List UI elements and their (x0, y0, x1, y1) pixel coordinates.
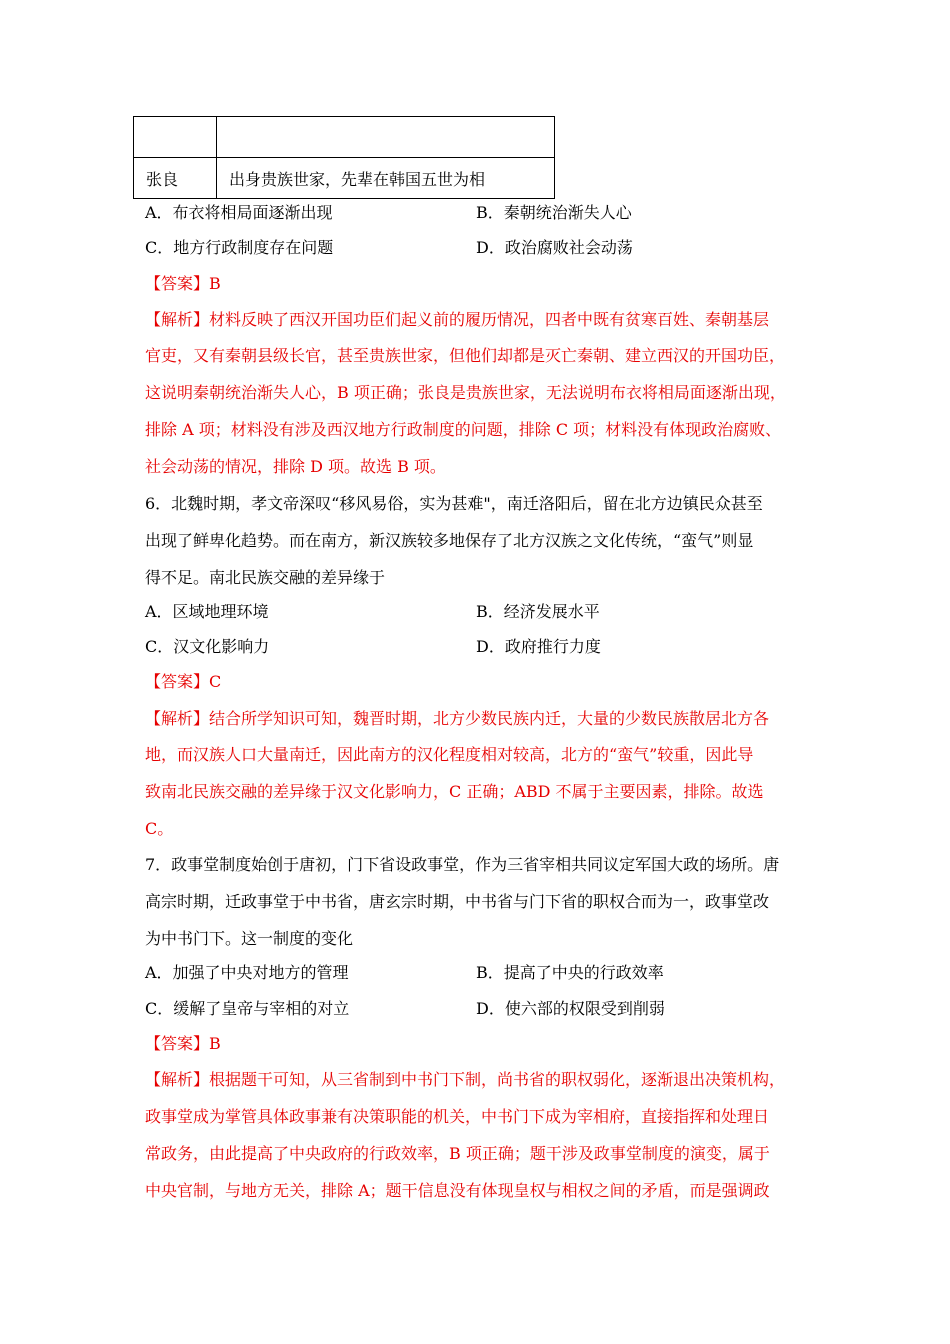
q5-analysis-line: 这说明秦朝统治渐失人心，B 项正确；张良是贵族世家，无法说明布衣将相局面逐渐出现， (145, 383, 786, 402)
q7-stem-line: 7．政事堂制度始创于唐初，门下省设政事堂，作为三省宰相共同议定军国大政的场所。唐 (145, 855, 780, 874)
q6-option-d: D．政府推行力度 (476, 637, 601, 656)
q6-analysis-line: 地，而汉族人口大量南迁，因此南方的汉化程度相对较高，北方的“蛮气”较重，因此导 (145, 745, 754, 764)
q7-option-b: B．提高了中央的行政效率 (476, 963, 664, 982)
table-cell-desc (217, 117, 555, 158)
q6-analysis-line: C。 (145, 819, 174, 838)
table-cell-name (134, 117, 217, 158)
q7-analysis-line: 中央官制，与地方无关，排除 A；题干信息没有体现皇权与相权之间的矛盾，而是强调政 (145, 1181, 770, 1200)
q7-analysis-line: 常政务，由此提高了中央政府的行政效率，B 项正确；题干涉及政事堂制度的演变，属于 (145, 1144, 770, 1163)
q6-option-c: C．汉文化影响力 (145, 637, 270, 656)
q5-option-c: C．地方行政制度存在问题 (145, 238, 334, 257)
q7-stem-line: 为中书门下。这一制度的变化 (145, 929, 354, 948)
table-cell-name: 张良 (134, 158, 217, 199)
q7-answer: 【答案】B (145, 1034, 221, 1053)
q7-option-d: D．使六部的权限受到削弱 (476, 999, 665, 1018)
q7-stem-line: 高宗时期，迁政事堂于中书省，唐玄宗时期，中书省与门下省的职权合而为一，政事堂改 (145, 892, 770, 911)
q6-stem-line: 得不足。南北民族交融的差异缘于 (145, 568, 386, 587)
q7-analysis-line: 政事堂成为掌管具体政事兼有决策职能的机关，中书门下成为宰相府，直接指挥和处理日 (145, 1107, 770, 1126)
q7-analysis-line: 【解析】根据题干可知，从三省制到中书门下制，尚书省的职权弱化，逐渐退出决策机构， (145, 1070, 786, 1089)
q5-option-b: B．秦朝统治渐失人心 (476, 203, 632, 222)
q6-analysis-line: 致南北民族交融的差异缘于汉文化影响力，C 正确；ABD 不属于主要因素，排除。故选 (145, 782, 764, 801)
q5-analysis-line: 【解析】材料反映了西汉开国功臣们起义前的履历情况，四者中既有贫寒百姓、秦朝基层 (145, 310, 770, 329)
q7-option-c: C．缓解了皇帝与宰相的对立 (145, 999, 350, 1018)
q5-analysis-line: 社会动荡的情况，排除 D 项。故选 B 项。 (145, 457, 446, 476)
table-row (134, 117, 555, 158)
q7-option-a: A．加强了中央对地方的管理 (145, 963, 349, 982)
table-row (134, 158, 555, 199)
q6-stem-line: 出现了鲜卑化趋势。而在南方，新汉族较多地保存了北方汉族之文化传统，“蛮气”则显 (145, 531, 754, 550)
q5-answer: 【答案】B (145, 274, 221, 293)
q5-analysis-line: 官吏，又有秦朝县级长官，甚至贵族世家，但他们却都是灭亡秦朝、建立西汉的开国功臣， (145, 346, 786, 365)
q6-analysis-line: 【解析】结合所学知识可知，魏晋时期，北方少数民族内迁，大量的少数民族散居北方各 (145, 709, 770, 728)
q6-option-b: B．经济发展水平 (476, 602, 600, 621)
q5-option-a: A．布衣将相局面逐渐出现 (145, 203, 333, 222)
q5-analysis-line: 排除 A 项；材料没有涉及西汉地方行政制度的问题，排除 C 项；材料没有体现政治腐败、 (145, 420, 782, 439)
q6-option-a: A．区域地理环境 (145, 602, 269, 621)
q6-answer: 【答案】C (145, 672, 222, 691)
table-cell-desc: 出身贵族世家，先辈在韩国五世为相 (217, 158, 555, 199)
q6-stem-line: 6．北魏时期，孝文帝深叹“移风易俗，实为甚难"，南迁洛阳后，留在北方边镇民众甚至 (145, 494, 763, 513)
officials-table (133, 116, 555, 199)
q5-option-d: D．政治腐败社会动荡 (476, 238, 633, 257)
